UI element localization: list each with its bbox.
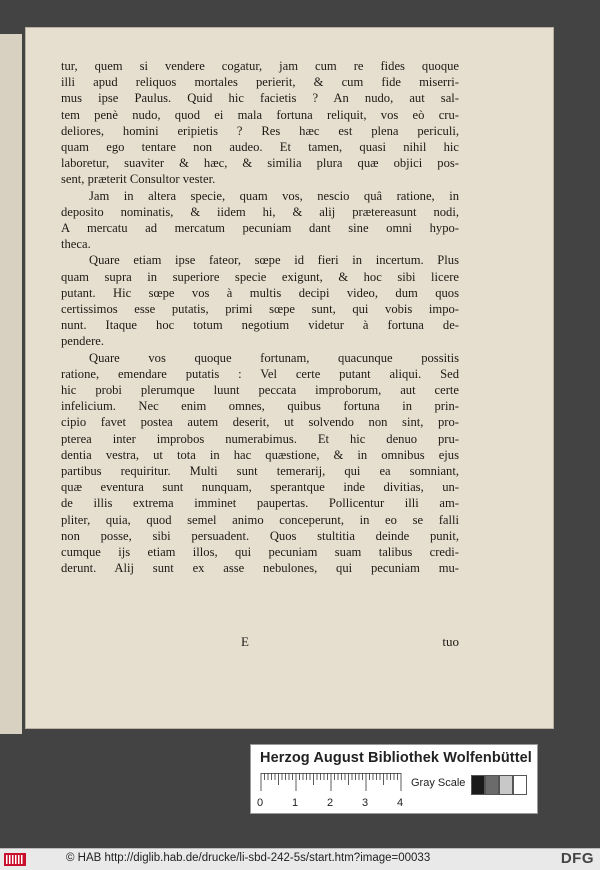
text-line: ratione, emendare putatis : Vel certe putant aliqui. Sed — [61, 366, 459, 381]
text-line: Jam in altera specie, quam vos, nescio quâ ratione, in — [89, 188, 459, 203]
gray-scale-label: Gray Scale — [411, 777, 466, 789]
text-line: derunt. Alij sunt ex asse nebulones, qui pecuniam mu- — [61, 561, 459, 576]
dfg-logo: DFG — [560, 850, 594, 867]
gray-swatch — [485, 775, 499, 795]
ruler-scale — [258, 773, 404, 793]
color-calibration-card — [250, 744, 538, 814]
text-line: Quare etiam ipse fateor, sœpe id fieri in incertum. Plus — [89, 253, 459, 268]
text-line: non posse, sibi persuadent. Quos stultitia deinde punit, — [61, 528, 459, 543]
ruler-number: 1 — [292, 797, 299, 809]
text-line: hic probi plerumque luunt peccata improborum, aut certe — [61, 383, 459, 398]
gray-swatch — [471, 775, 485, 795]
text-line: pliter, quia, quod semel animo conceperunt, in eo se falli — [61, 512, 459, 527]
text-line: quam ego tentare non audeo. Et tamen, quasi nihil hic — [61, 140, 459, 155]
text-line: cipio favet postea autem deserit, ut solvendo non sint, pro- — [61, 415, 459, 430]
text-line: certissimos esse putatis, primi sœpe sunt, qui vobis impo- — [61, 302, 459, 317]
text-line: theca. — [61, 237, 91, 252]
text-line: illi apud reliquos mortales perierit, & cum fide miserri- — [61, 75, 459, 90]
text-line: pendere. — [61, 334, 105, 349]
text-line: laboretur, suaviter & hæc, & similia plura quæ objici pos- — [61, 156, 459, 171]
text-line: putant. Hic sœpe vos à multis decipi video, dum quos — [61, 285, 459, 300]
ruler-number: 0 — [257, 797, 264, 809]
facing-page-edge — [0, 34, 22, 734]
text-line: quæ eventura sunt nunquam, sperantque inde divitias, un- — [61, 480, 459, 495]
text-line: Quare vos quoque fortunam, quacunque possitis — [89, 350, 459, 365]
hab-logo-icon — [4, 853, 26, 866]
signature-mark: E — [241, 634, 249, 649]
ruler-number: 4 — [397, 797, 404, 809]
text-line: sent, præterit Consultor vester. — [61, 172, 216, 187]
text-line: nunt. Itaque hoc totum negotium videtur à fortuna de- — [61, 318, 459, 333]
gray-swatch — [499, 775, 513, 795]
text-line: partibus requiritur. Multi sunt temerarij, qui ea somniant, — [61, 464, 459, 479]
ruler-number: 3 — [362, 797, 369, 809]
text-line: de illis extrema imminet paupertas. Pollicentur illi am- — [61, 496, 459, 511]
text-line: pterea inter improbos numerabimus. Et hic denuo pru- — [61, 431, 459, 446]
text-line: A mercatu ad mercatum pecuniam dant sine omni hypo- — [61, 221, 459, 236]
text-line: mus ipse Paulus. Quid hic facietis ? An nudo, aut sal- — [61, 91, 459, 106]
text-line: quam supra in superiore specie exigunt, & hoc sibi licere — [61, 269, 459, 284]
text-line: deliores, homini eripietis ? Res hæc est plena periculi, — [61, 123, 459, 138]
text-line: deposito nominatis, & iidem hi, & alij prætereasunt nodi, — [61, 204, 459, 219]
viewer-footer — [0, 848, 600, 870]
text-line: cumque ijs etiam illos, qui pecuniam suam talibus credi- — [61, 545, 459, 560]
document-page — [26, 28, 553, 728]
copyright-url-text[interactable]: © HAB http://diglib.hab.de/drucke/li-sbd-242-5s/start.htm?image=00033 — [66, 852, 431, 864]
card-title: Herzog August Bibliothek Wolfenbüttel — [260, 750, 532, 766]
page-body-text — [61, 58, 459, 577]
ruler-number: 2 — [327, 797, 334, 809]
catchword: tuo — [442, 634, 459, 649]
ruler-numbers — [257, 797, 407, 811]
text-line: tem penè nudo, quod ei mala fortuna reliquit, vos eò cru- — [61, 107, 459, 122]
text-line: dentia vestra, ut tota in hac quæstione, & in omnibus ejus — [61, 447, 459, 462]
gray-swatch — [513, 775, 527, 795]
text-line: infelicium. Nec enim omnes, quibus fortuna in prin- — [61, 399, 459, 414]
text-line: tur, quem si vendere cogatur, jam cum re fides quoque — [61, 59, 459, 73]
